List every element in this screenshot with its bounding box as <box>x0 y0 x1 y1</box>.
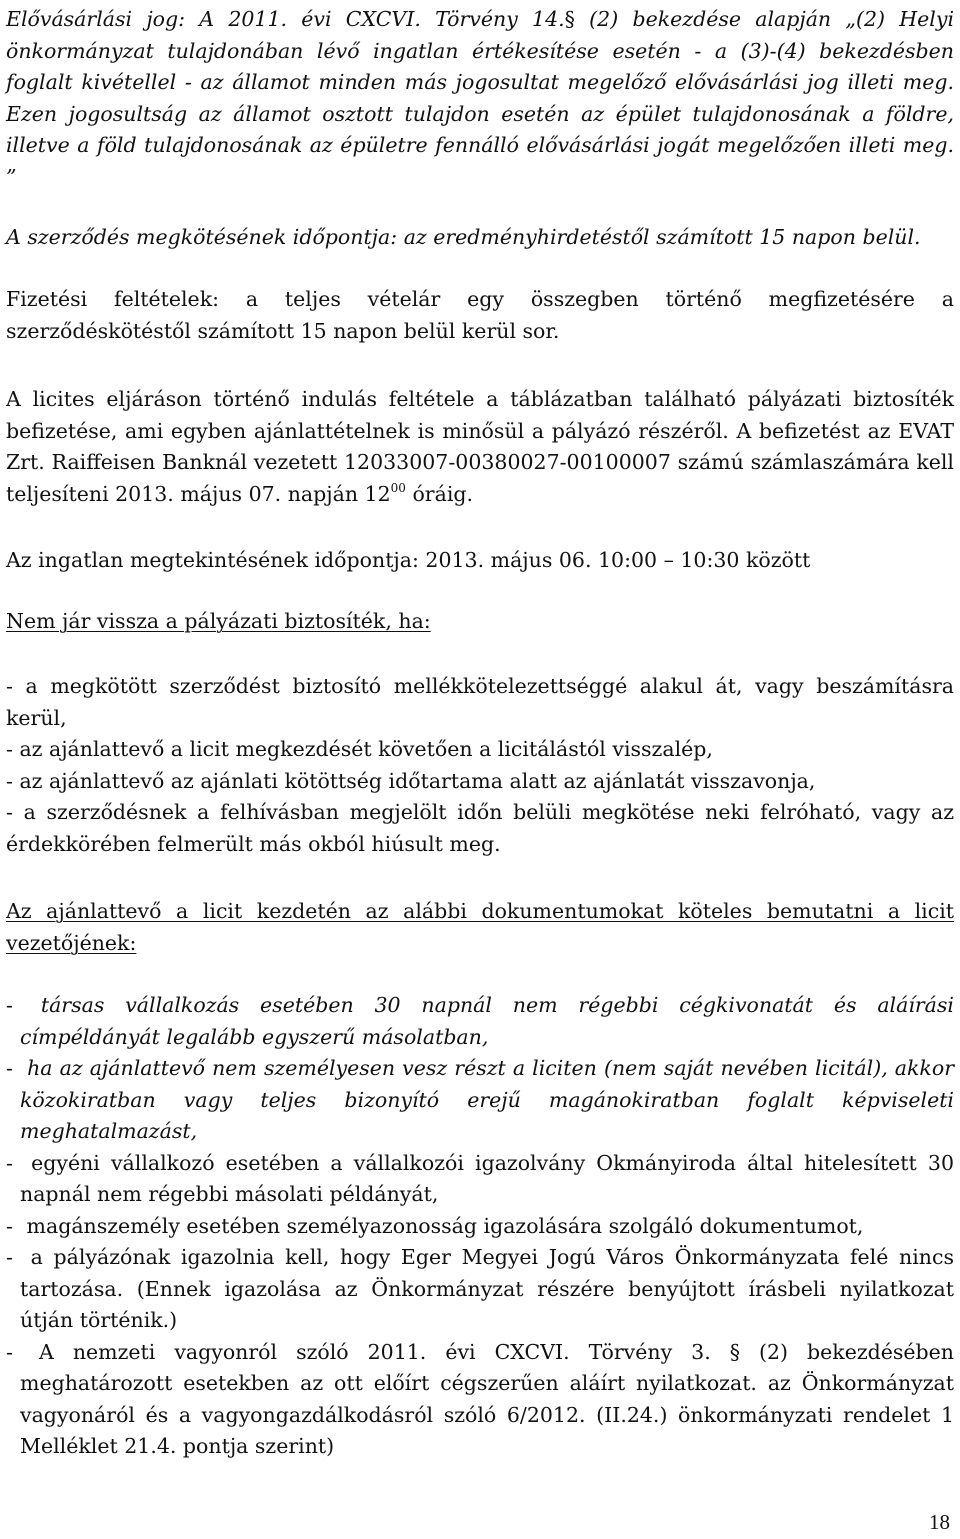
list-item <box>6 990 954 1053</box>
preemption-right-paragraph <box>6 4 954 193</box>
guarantee-not-returned-heading: Nem jár vissza a pályázati biztosíték, ha: <box>6 609 431 633</box>
dash-mark: - <box>6 1213 13 1238</box>
section-sign: § <box>564 7 575 31</box>
dash-mark: - <box>6 993 13 1017</box>
dash-mark: - <box>6 1150 13 1175</box>
list-item: - az ajánlattevő az ajánlati kötöttség időtartama alatt az ajánlatát visszavonja, <box>6 768 816 793</box>
payment-terms-paragraph: Fizetési feltételek: a teljes vételár egy összegben történő megfizetésére a szerződéskötéstől számított 15 napon belül kerül sor. <box>6 287 954 343</box>
required-documents-list <box>6 990 954 1463</box>
bidding-guarantee-tail: óráig. <box>405 481 474 506</box>
required-documents-heading: Az ajánlattevő a licit kezdetén az alábbi dokumentumokat köteles bemutatni a licit vezetőjének: <box>6 899 954 955</box>
list-item-text: egyéni vállalkozó esetében a vállalkozói igazolvány Okmányiroda által hitelesített 30 napnál nem régebbi másolati példányát, <box>20 1150 954 1206</box>
guarantee-conditions-list <box>6 671 954 860</box>
time-superscript: 00 <box>390 480 406 495</box>
list-item-text: társas vállalkozás esetében 30 napnál nem régebbi cégkivonatát és aláírási címpéldányát legalább egyszerű másolatban, <box>20 993 954 1049</box>
list-item <box>6 1337 954 1463</box>
list-item: - a szerződésnek a felhívásban megjelölt időn belüli megkötése neki felróható, vagy az érdekkörében felmerült más okból hiúsult meg. <box>6 800 954 856</box>
list-item: - a megkötött szerződést biztosító mellékkötelezettséggé alakul át, vagy beszámításra kerül, <box>6 674 954 730</box>
bidding-guarantee-paragraph <box>6 384 954 510</box>
list-item <box>6 1211 954 1243</box>
list-item-text: magánszemély esetében személyazonosság igazolására szolgáló dokumentumot, <box>26 1213 864 1238</box>
list-item-text: a pályázónak igazolnia kell, hogy Eger Megyei Jogú Város Önkormányzata felé nincs tartozása. (Ennek igazolása az Önkormányzat részére benyújtott írásbeli nyilatkozat útján történik.) <box>20 1245 954 1332</box>
dash-mark: - <box>6 1056 13 1080</box>
list-item-lead: A nemzeti vagyonról szóló 2011. évi CXCVI. Törvény 3. <box>39 1339 711 1364</box>
list-item <box>6 1242 954 1337</box>
bidding-guarantee-text: A licites eljáráson történő indulás feltétele a táblázatban található pályázati biztosíték befizetése, ami egyben ajánlattételnek is minősül a pályázó részéről. A befizetést az EVAT Zrt. Raiffeisen Banknál vezetett 12033007-00380027-00100007 számú számlaszámára kell teljesíteni 2013. május 07. napján 12 <box>6 387 954 506</box>
preemption-lead: Elővásárlási jog: A 2011. évi CXCVI. Törvény 14. <box>6 7 565 31</box>
preemption-text: (2) bekezdése alapján „(2) Helyi önkormányzat tulajdonában lévő ingatlan értékesítése esetén - a (3)-(4) bekezdésben foglalt kivétellel - az államot minden más jogosultat megelőző elővásárlási jog illeti meg. Ezen jogosultság az államot osztott tulajdon esetén az épület tulajdonosának a földre, illetve a föld tulajdonosának az épületre fennálló elővásárlási jogát megelőzően illeti meg. ” <box>6 7 955 189</box>
section-sign: § <box>729 1339 740 1364</box>
dash-mark: - <box>6 1245 13 1269</box>
contract-date-paragraph: A szerződés megkötésének időpontja: az eredményhirdetéstől számított 15 napon belül. <box>6 225 921 249</box>
list-item-text: ha az ajánlattevő nem személyesen vesz részt a liciten (nem saját nevében licitál), akkor közokiratban vagy teljes bizonyító erejű magánokiratban foglalt képviseleti meghatalmazást, <box>20 1056 954 1143</box>
dash-mark: - <box>6 1339 13 1364</box>
page-number: 18 <box>929 1510 950 1534</box>
list-item <box>6 1148 954 1211</box>
viewing-date-paragraph: Az ingatlan megtekintésének időpontja: 2013. május 06. 10:00 – 10:30 között <box>6 548 811 572</box>
list-item-text: (2) bekezdésében meghatározott esetekben az ott előírt cégszerűen aláírt nyilatkozat. az Önkormányzat vagyonáról és a vagyongazdálkodásról szóló 6/2012. (II.24.) önkormányzati rendelet 1 Melléklet 21.4. pontja szerint) <box>20 1339 955 1458</box>
list-item: - az ajánlattevő a licit megkezdését követően a licitálástól visszalép, <box>6 737 713 761</box>
list-item <box>6 1053 954 1148</box>
